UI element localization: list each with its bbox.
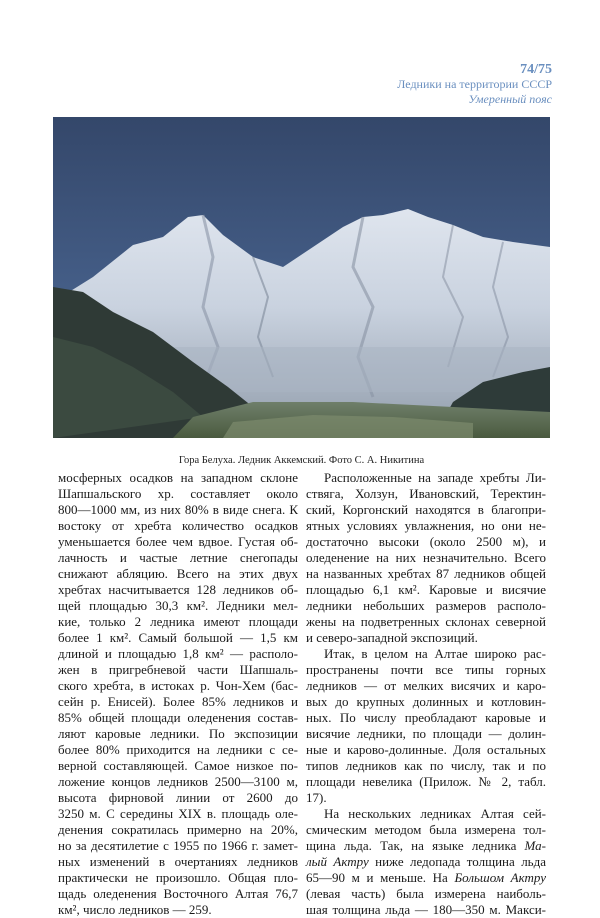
text-line: ляют каровые ледники. По экспозиции (58, 726, 298, 741)
text-line: хребтах насчитывается 128 ледников об- (58, 582, 298, 597)
text-line: ных изменений в очертаниях ледников (58, 854, 298, 869)
right-text-column (306, 470, 546, 918)
text-line: достаточно высоки (около 2500 м), и (306, 534, 546, 549)
text-line: ятных условиях увлажнения, но они не- (306, 518, 546, 533)
paragraph-seismic (306, 806, 546, 918)
text-line: шая толщина льда — 180—350 м. Макси- (306, 902, 546, 917)
text-line: км², число ледников — 259. (58, 902, 212, 917)
text-line: (левая часть) была измерена наиболь- (306, 886, 546, 901)
text-line: 3250 м. С середины XIX в. площадь оле- (58, 806, 298, 821)
section-title: Ледники на территории СССР (397, 77, 552, 91)
paragraph-west-ranges (306, 470, 546, 646)
text-line: висячие ледники, по площади — долин- (306, 726, 546, 741)
text-line: сейн р. Енисей). Более 85% ледников и (58, 694, 298, 709)
glacier-name: лый Актру (306, 854, 369, 869)
text-line: более 80% приходится на ледники с се- (58, 742, 298, 757)
text-line: ствяга, Холзун, Ивановский, Теректин- (306, 486, 546, 501)
text-line: смическим методом была измерена тол- (306, 822, 546, 837)
text-line: ского хребта, в истоках р. Чон-Хем (бас- (58, 678, 298, 693)
text-line: щей площадью 30,3 км². Ледники мел- (58, 598, 298, 613)
text-line: Расположенные на западе хребты Ли- (324, 470, 546, 485)
text-line: жен в пригребневой части Шапшаль- (58, 662, 298, 677)
text-line (306, 854, 546, 870)
text-run: щина льда. Так, на языке ледника (306, 838, 525, 853)
text-line: ский, Коргонский находятся в благопри- (306, 502, 546, 517)
text-line: кие, только 2 ледника имеют площади (58, 614, 298, 629)
text-line: ледников — от мелких висячих и каро- (306, 678, 546, 693)
text-line: денения сократилась примерно на 20%, (58, 822, 298, 837)
text-line: площади невелика (Прилож. № 2, табл. (306, 774, 546, 789)
text-line: более 1 км². Самый большой — 1,5 км (58, 630, 298, 645)
text-line: лачность и частые летние снегопады (58, 550, 298, 565)
text-line: Итак, в целом на Алтае широко рас- (324, 646, 546, 661)
text-line: но за десятилетие с 1955 по 1966 г. замет- (58, 838, 298, 853)
belukha-glacier-image (53, 117, 550, 438)
subsection-title: Умеренный пояс (468, 92, 552, 106)
text-line: 85% общей площади оледенения состав- (58, 710, 298, 725)
text-line: высота фирновой линии от 2600 до (58, 790, 298, 805)
text-line: типов ледников как по числу, так и по (306, 758, 546, 773)
mountain-photo (53, 117, 550, 438)
text-line: снижают абляцию. Всего на этих двух (58, 566, 298, 581)
text-line: На нескольких ледниках Алтая сей- (324, 806, 546, 821)
text-line: 800—1000 мм, из них 80% в виде снега. К (58, 502, 298, 517)
page-numbers: 74/75 (520, 62, 552, 77)
glacier-name: Большом Актру (454, 870, 546, 885)
text-line: ных. По числу преобладают каровые и (306, 710, 546, 725)
text-line: практически не произошло. Общая пло- (58, 870, 298, 885)
text-line: 17). (306, 790, 327, 805)
text-line: площадью 6,1 км². Каровые и висячие (306, 582, 546, 597)
text-line: верной составляющей. Самое низкое по- (58, 758, 298, 773)
text-line: уменьшается более чем вдвое. Густая об- (58, 534, 298, 549)
text-line: ложение концов ледников 2500—3100 м, (58, 774, 298, 789)
paragraph (58, 470, 298, 918)
glacier-name: Ма- (524, 838, 546, 853)
text-line: востоку от хребта количество осадков (58, 518, 298, 533)
text-line: ные и карово-долинные. Доля остальных (306, 742, 546, 757)
paragraph-summary (306, 646, 546, 806)
text-line: на названных хребтах 87 ледников общей (306, 566, 546, 581)
text-line: Шапшальского хр. составляет около (58, 486, 298, 501)
text-line: вых до крупных долинных и котловин- (306, 694, 546, 709)
photo-caption: Гора Белуха. Ледник Аккемский. Фото С. А. Никитина (178, 455, 425, 466)
text-line: оледенение на них незначительно. Всего (306, 550, 546, 565)
text-line: и северо-западной экспозиций. (306, 630, 478, 645)
text-run: 65—90 м и меньше. На (306, 870, 455, 885)
left-text-column (58, 470, 298, 918)
page-header (302, 62, 552, 107)
text-line: мосферных осадков на западном склоне (58, 470, 298, 485)
text-line: пространены почти все типы горных (306, 662, 546, 677)
text-run: ниже ледопада толщина льда (368, 854, 546, 869)
text-line (306, 838, 546, 854)
text-line (306, 870, 546, 886)
text-line: щадь оледенения Восточного Алтая 76,7 (58, 886, 298, 901)
text-line: длиной и площадью 1,8 км² — располо- (58, 646, 298, 661)
text-line: жены на подветренных склонах северной (306, 614, 546, 629)
text-line: ледники небольших размеров располо- (306, 598, 546, 613)
